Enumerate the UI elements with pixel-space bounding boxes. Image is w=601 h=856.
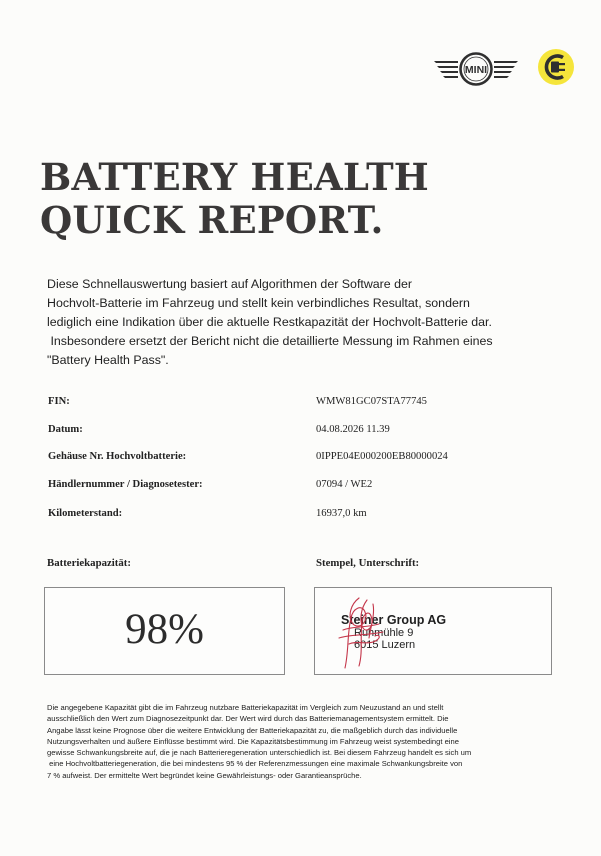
fin-value: WMW81GC07STA77745 — [316, 396, 427, 407]
disclaimer-line: eine Hochvoltbatteriegeneration, die bei mindestens 95 % der Referenzmessungen eine maximale Schwankungsbreite von — [47, 759, 463, 769]
handwritten-signature — [329, 594, 389, 672]
electric-plug-icon — [537, 48, 575, 86]
stamp-company-name: Steiner Group AG — [341, 613, 447, 627]
disclaimer-line: ausschließlich den Wert zum Diagnosezeitpunkt dar. Der Wert wird durch das Batteriemanagementsystem ermittelt. Die — [47, 714, 449, 724]
report-title — [40, 156, 560, 242]
report-title-line-2: QUICK REPORT. — [40, 198, 384, 242]
report-title-line-1: BATTERY HEALTH — [40, 155, 429, 199]
dealer-label: Händlernummer / Diagnosetester: — [48, 479, 203, 490]
disclaimer-line: 7 % aufweist. Der ermittelte Wert begründet keine Gewährleistungs- oder Garantieansprüche. — [47, 770, 362, 780]
battery-housing-label: Gehäuse Nr. Hochvoltbatterie: — [48, 451, 187, 462]
intro-line: lediglich eine Indikation über die aktuelle Restkapazität der Hochvolt-Batterie dar. — [47, 315, 492, 329]
info-row-mileage — [48, 508, 548, 524]
fin-label: FIN: — [48, 396, 70, 407]
intro-line: Diese Schnellauswertung basiert auf Algorithmen der Software der — [47, 277, 413, 291]
mileage-label: Kilometerstand: — [48, 508, 123, 519]
date-value: 04.08.2026 11.39 — [316, 424, 390, 435]
dealer-value: 07094 / WE2 — [316, 479, 373, 490]
info-row-fin — [48, 396, 548, 412]
disclaimer-line: Nutzungsverhalten und äußere Einflüsse bestimmt wird. Die Kapazitätsbestimmung im Fahrzeug weist systembedingt eine — [47, 736, 459, 746]
stamp-label: Stempel, Unterschrift: — [316, 557, 420, 569]
mini-logo-text: MINI — [464, 64, 488, 77]
disclaimer-line: Die angegebene Kapazität gibt die im Fahrzeug nutzbare Batteriekapazität im Vergleich zum Neuzustand an und stellt — [47, 703, 444, 712]
intro-line: "Battery Health Pass". — [47, 353, 169, 367]
disclaimer-text — [47, 702, 567, 781]
capacity-label: Batteriekapazität: — [47, 557, 131, 569]
info-row-date — [48, 424, 548, 440]
mini-logo-icon — [434, 52, 518, 86]
disclaimer-line: gewisse Schwankungsbreite auf, die je nach Batterieregeneration unterschiedlich ist. Bei diesem Fahrzeug handelt es sich um — [47, 748, 472, 758]
capacity-box — [44, 587, 285, 675]
mileage-value: 16937,0 km — [316, 508, 367, 519]
capacity-value: 98% — [125, 606, 204, 653]
battery-housing-value: 0IPPE04E000200EB80000024 — [316, 451, 448, 462]
intro-paragraph — [47, 275, 567, 370]
stamp-street: Ruhmühle 9 — [354, 626, 414, 639]
info-row-battery-housing — [48, 451, 548, 467]
date-label: Datum: — [48, 424, 83, 435]
disclaimer-line: Angabe lässt keine Prognose über die weitere Entwicklung der Batteriekapazität zu, die maßgeblich durch das individuelle — [47, 725, 458, 735]
stamp-city: 6015 Luzern — [354, 639, 416, 651]
intro-line: Insbesondere ersetzt der Bericht nicht die detaillierte Messung im Rahmen eines — [47, 334, 493, 348]
stamp-box — [314, 587, 552, 675]
intro-line: Hochvolt-Batterie im Fahrzeug und stellt kein verbindliches Resultat, sondern — [47, 296, 470, 310]
info-row-dealer — [48, 479, 548, 495]
